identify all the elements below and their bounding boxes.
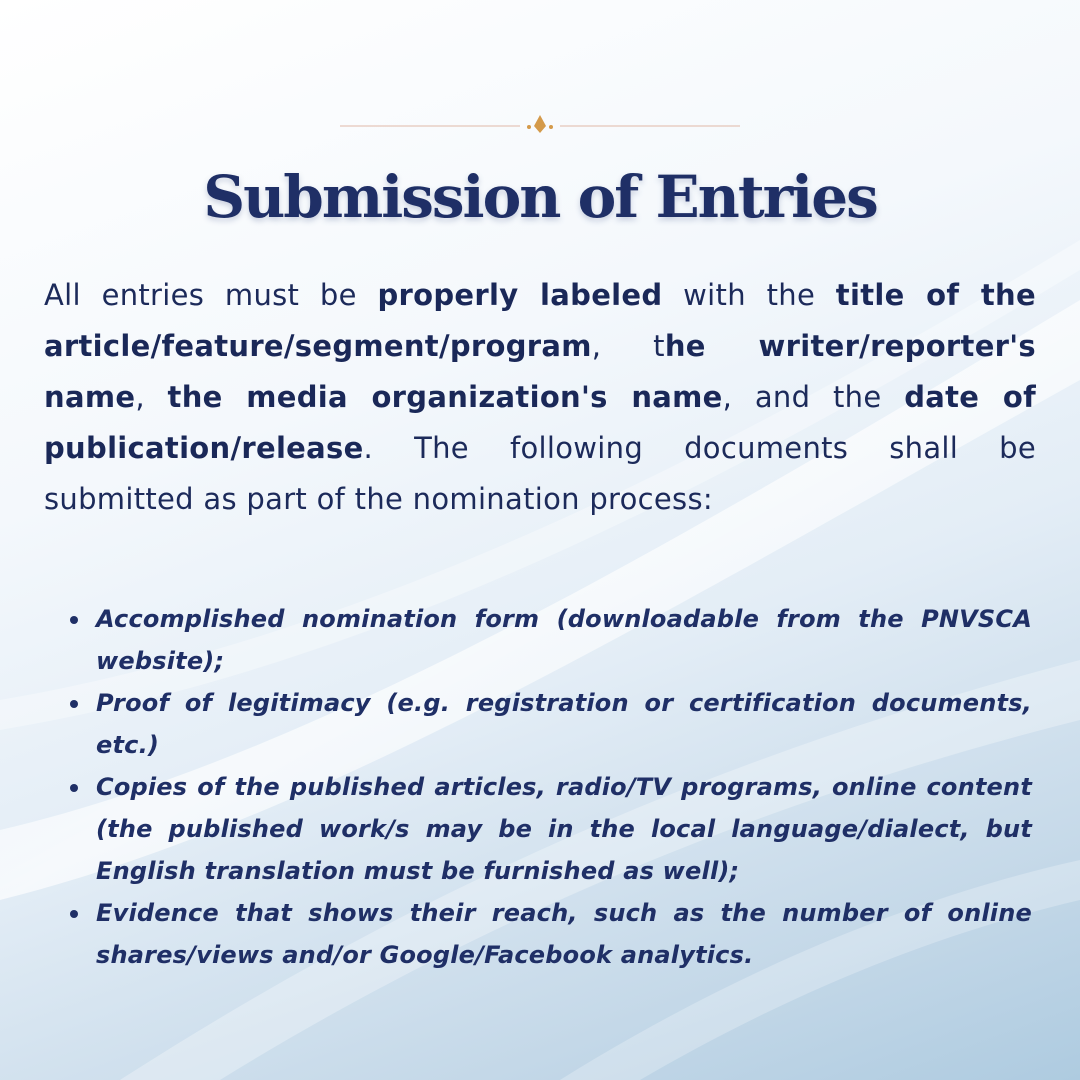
intro-text: . The following documents shall be submitted as part of the nomination process: bbox=[44, 431, 1036, 516]
intro-emphasis: the media organization's name bbox=[167, 380, 723, 414]
list-item-text: Proof of legitimacy (e.g. registration or certification documents, etc.) bbox=[96, 689, 1032, 759]
intro-emphasis: he writer/reporter's name bbox=[44, 329, 1036, 414]
list-item bbox=[44, 682, 1032, 766]
bullet-icon bbox=[70, 616, 78, 624]
bullet-icon bbox=[70, 700, 78, 708]
intro-emphasis: date of publication/release bbox=[44, 380, 1036, 465]
requirements-list bbox=[44, 598, 1032, 976]
intro-paragraph bbox=[44, 270, 1036, 525]
intro-text: with the bbox=[662, 278, 836, 312]
intro-emphasis: properly labeled bbox=[377, 278, 663, 312]
list-item-text: Evidence that shows their reach, such as the number of online shares/views and/or Google/Facebook analytics. bbox=[96, 899, 1032, 969]
list-item bbox=[44, 598, 1032, 682]
intro-text: All entries must be bbox=[44, 278, 378, 312]
list-item bbox=[44, 892, 1032, 976]
bullet-icon bbox=[70, 784, 78, 792]
bullet-icon bbox=[70, 910, 78, 918]
intro-text: , t bbox=[591, 329, 665, 363]
intro-text: , and the bbox=[722, 380, 905, 414]
intro-emphasis: title of the article/feature/segment/program bbox=[44, 278, 1036, 363]
list-item-text: Copies of the published articles, radio/TV programs, online content (the published work/s may be in the local language/dialect, but English translation must be furnished as well); bbox=[96, 773, 1032, 885]
list-item bbox=[44, 766, 1032, 892]
list-item-text: Accomplished nomination form (downloadable from the PNVSCA website); bbox=[96, 605, 1032, 675]
intro-text: , bbox=[135, 380, 168, 414]
diamond-divider-icon bbox=[340, 112, 740, 140]
page-title: Submission of Entries bbox=[203, 163, 877, 231]
